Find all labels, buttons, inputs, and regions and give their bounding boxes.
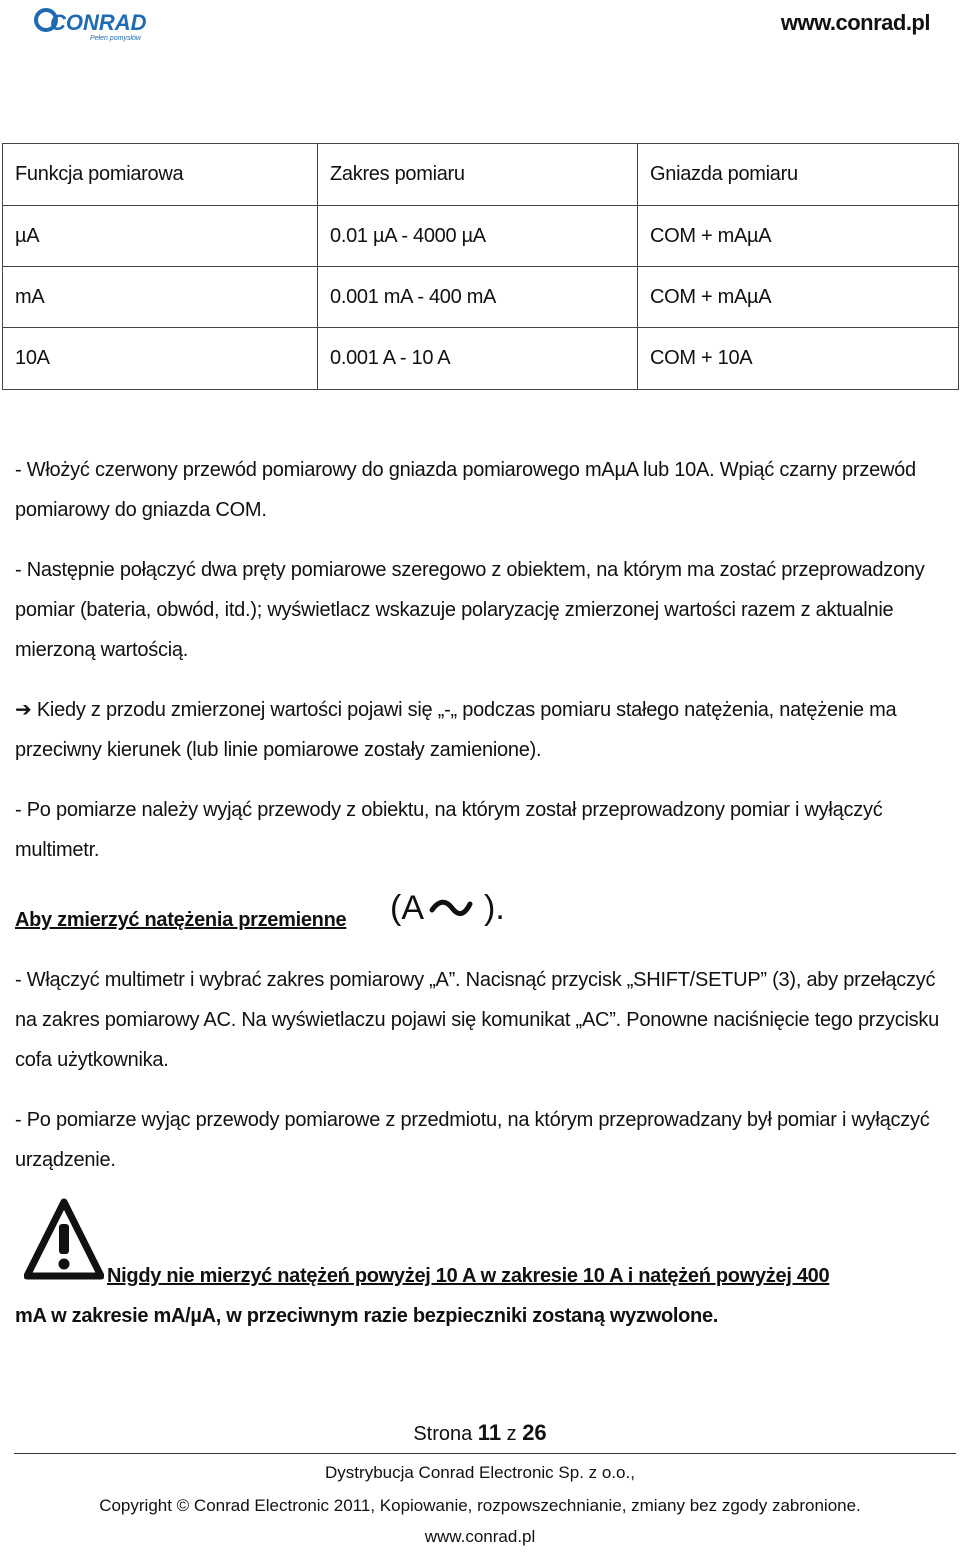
instruction-paragraph: - Włożyć czerwony przewód pomiarowy do gniazda pomiarowego mAµA lub 10A. Wpiąć czarny przewód pomiarowy do gniazda COM.	[15, 459, 916, 521]
footer-distributor: Dystrybucja Conrad Electronic Sp. z o.o.,	[325, 1463, 635, 1482]
note-text: Kiedy z przodu zmierzonej wartości pojawi się „-„ podczas pomiaru stałego natężenia, natężenie ma przeciwny kierunek (lub linie pomiarowe zostały zamienione).	[15, 699, 897, 761]
svg-text:(A: (A	[390, 889, 424, 927]
conrad-logo	[32, 6, 152, 42]
footer-url[interactable]: www.conrad.pl	[424, 1527, 536, 1546]
arrow-right-icon: ➔	[15, 699, 37, 721]
table-row	[3, 328, 959, 390]
warning-line-2: mA w zakresie mA/µA, w przeciwnym razie bezpieczniki zostaną wyzwolone.	[15, 1305, 719, 1327]
table-cell: COM + mAµA	[638, 267, 959, 328]
table-row	[3, 267, 959, 328]
note-paragraph	[15, 690, 950, 770]
page-total: 26	[522, 1420, 547, 1445]
page-prefix: Strona	[413, 1423, 478, 1445]
table-header-row	[3, 144, 959, 206]
footer-divider	[14, 1453, 956, 1454]
instruction-paragraph: - Po pomiarze wyjąc przewody pomiarowe z przedmiotu, na którym przeprowadzany był pomiar i wyłączyć urządzenie.	[15, 1109, 930, 1171]
logo-wordmark: CONRAD	[50, 10, 147, 35]
table-cell: 0.001 mA - 400 mA	[318, 267, 638, 328]
section-heading: Aby zmierzyć natężenia przemienne	[15, 909, 347, 931]
measurement-table	[2, 143, 959, 390]
svg-text:).: ).	[484, 889, 505, 927]
table-cell: COM + 10A	[638, 328, 959, 390]
header-sockets: Gniazda pomiaru	[638, 144, 959, 206]
ac-current-symbol	[390, 888, 508, 928]
table-cell: 0.001 A - 10 A	[318, 328, 638, 390]
table-row	[3, 206, 959, 267]
page-separator: z	[501, 1423, 523, 1445]
instruction-paragraph: - Następnie połączyć dwa pręty pomiarowe szeregowo z obiektem, na którym ma zostać przeprowadzony pomiar (bateria, obwód, itd.); wyświetlacz wskazuje polaryzację zmierzonej wartości razem z aktualnie mierzoną wartością.	[15, 559, 925, 661]
warning-line-1: Nigdy nie mierzyć natężeń powyżej 10 A w zakresie 10 A i natężeń powyżej 400	[107, 1265, 830, 1287]
header-url[interactable]: www.conrad.pl	[780, 10, 930, 35]
table-cell: µA	[3, 206, 318, 267]
instruction-paragraph: - Włączyć multimetr i wybrać zakres pomiarowy „A”. Nacisnąć przycisk „SHIFT/SETUP” (3), aby przełączyć na zakres pomiarowy AC. Na wyświetlaczu pojawi się komunikat „AC”. Ponowne naciśnięcie tego przycisku cofa użytkownika.	[15, 969, 940, 1071]
instruction-paragraph: - Po pomiarze należy wyjąć przewody z obiektu, na którym został przeprowadzony pomiar i wyłączyć multimetr.	[15, 799, 883, 861]
footer-copyright: Copyright © Conrad Electronic 2011, Kopiowanie, rozpowszechnianie, zmiany bez zgody zabronione.	[99, 1496, 861, 1515]
table-cell: 10A	[3, 328, 318, 390]
page-number	[0, 1420, 960, 1446]
table-cell: 0.01 µA - 4000 µA	[318, 206, 638, 267]
header-range: Zakres pomiaru	[318, 144, 638, 206]
warning-text	[15, 1256, 950, 1336]
header-function: Funkcja pomiarowa	[3, 144, 318, 206]
page-current: 11	[477, 1420, 502, 1445]
logo-tagline: Pełen pomysłów	[90, 35, 141, 42]
table-cell: COM + mAµA	[638, 206, 959, 267]
table-cell: mA	[3, 267, 318, 328]
